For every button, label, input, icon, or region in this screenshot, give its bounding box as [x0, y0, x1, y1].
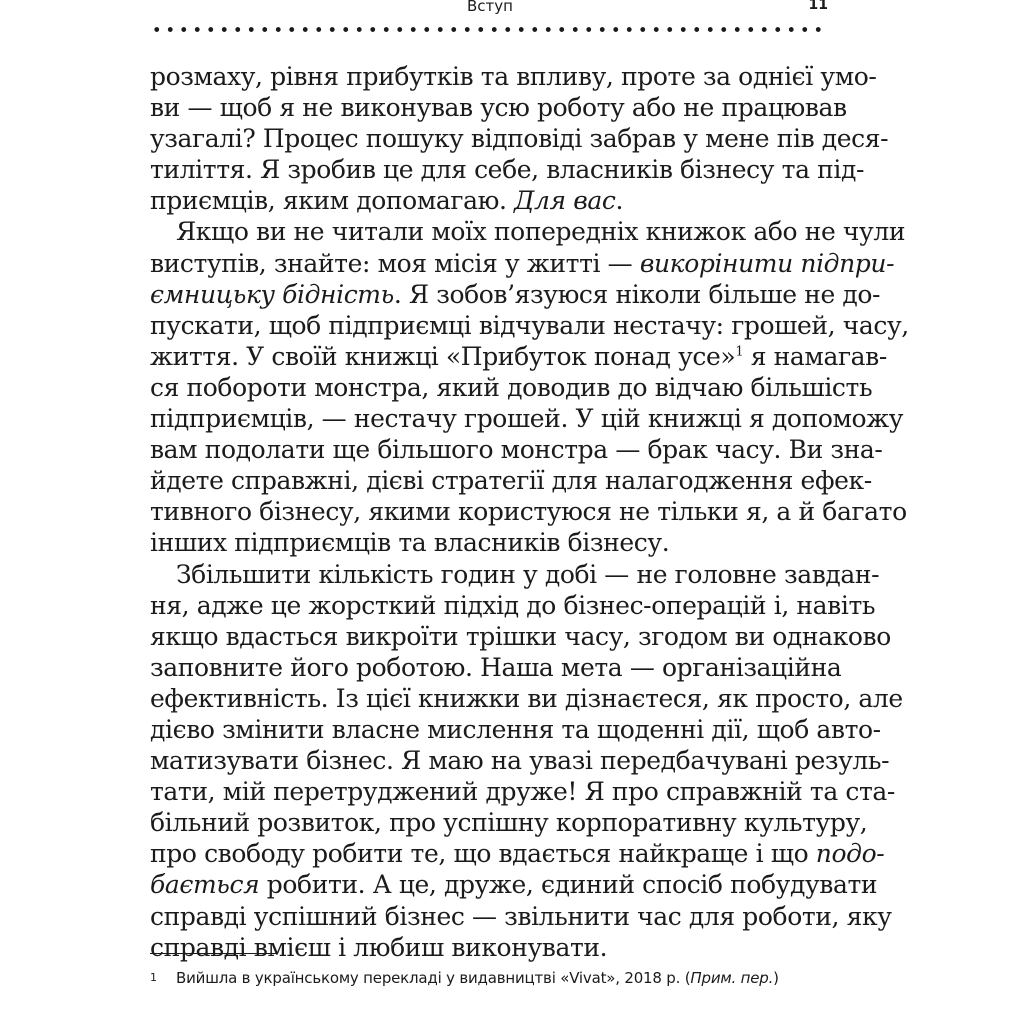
text-span: життя. У своїй книжці «Прибуток понад усе»: [150, 341, 736, 371]
text-line: узагалі? Процес пошуку відповіді забрав у мене пів деся-: [150, 124, 889, 154]
text-line: підприємців, — нестачу грошей. У цій книжці я допоможу: [150, 404, 904, 434]
text-line: [150, 869, 878, 900]
page-number: 11: [808, 0, 828, 13]
text-span: про свободу робити те, що вдається найкраще і що: [150, 839, 816, 869]
text-span: виступів, знайте: моя місія у житті —: [150, 248, 640, 278]
text-line: [150, 279, 881, 310]
footnote-text: Вийшла в українському перекладі у видавництві «Vivat», 2018 р. (: [176, 969, 691, 987]
text-line: Якщо ви не читали моїх попередніх книжок або не чули: [176, 217, 906, 247]
text-span: робити. А це, друже, єдиний спосіб побудувати: [259, 870, 878, 900]
italic-text: викорінити підпри-: [639, 248, 895, 278]
italic-text: бається: [150, 870, 260, 900]
chapter-title: Вступ: [467, 0, 513, 15]
italic-text: ємницьку бідність: [150, 279, 394, 309]
text-line: ефективність. Із цієї книжки ви дізнаєтеся, як просто, але: [150, 683, 903, 713]
text-line: йдете справжні, дієві стратегії для налагодження ефек-: [150, 466, 872, 496]
text-span: .: [615, 186, 623, 216]
body-text: [150, 61, 909, 963]
text-line: ся побороти монстра, який доводив до відчаю більшість: [150, 372, 873, 402]
text-line: заповните його роботою. Наша мета — організаційна: [150, 652, 842, 682]
text-line: [150, 185, 826, 216]
text-line: більний розвиток, про успішну корпоративну культуру,: [150, 808, 868, 838]
text-line: [150, 248, 895, 279]
text-line: якщо вдасться викроїти трішки часу, згодом ви однаково: [150, 621, 891, 651]
footnote-text-end: ): [773, 969, 779, 987]
footnote-reference: 1: [735, 344, 744, 360]
running-header: [0, 0, 1024, 14]
footnote-italic: Прим. пер.: [690, 969, 774, 987]
text-line: справді вмієш і любиш виконувати.: [150, 932, 608, 962]
footnote-marker: 1: [150, 971, 157, 984]
text-line: [150, 341, 887, 372]
text-line: матизувати бізнес. Я маю на увазі передбачувані резуль-: [150, 746, 890, 776]
text-line: тиліття. Я зробив це для себе, власників бізнесу та під-: [150, 155, 865, 185]
text-line: пускати, щоб підприємці відчували нестачу: грошей, часу,: [150, 310, 909, 340]
italic-text: Для вас: [514, 186, 616, 216]
text-span: . Я зобов’язуюся ніколи більше не до-: [393, 279, 881, 309]
footnote-rule: [150, 953, 278, 954]
text-line: інших підприємців та власників бізнесу.: [150, 528, 670, 558]
dotted-separator: [150, 26, 826, 33]
text-line: тивного бізнесу, якими користуюся не тільки я, а й багато: [150, 497, 907, 527]
text-line: справді успішний бізнес — звільнити час для роботи, яку: [150, 901, 892, 931]
text-line: розмаху, рівня прибутків та впливу, проте за однієї умо-: [150, 62, 877, 91]
italic-text: подо-: [815, 839, 885, 869]
text-line: тати, мій перетруджений друже! Я про справжній та ста-: [150, 777, 895, 807]
text-line: ви — щоб я не виконував усю роботу або не працював: [150, 93, 847, 123]
text-span: я намагав-: [743, 341, 887, 371]
text-line: дієво змінити власне мислення та щоденні дії, щоб авто-: [150, 714, 881, 744]
text-line: ня, адже це жорсткий підхід до бізнес-операцій і, навіть: [150, 590, 876, 620]
text-span: приємців, яким допомагаю.: [150, 186, 515, 216]
footnote: [150, 968, 830, 988]
text-line: Збільшити кількість годин у добі — не головне завдан-: [176, 559, 880, 589]
text-line: [150, 838, 885, 869]
text-line: вам подолати ще більшого монстра — брак часу. Ви зна-: [150, 435, 883, 465]
